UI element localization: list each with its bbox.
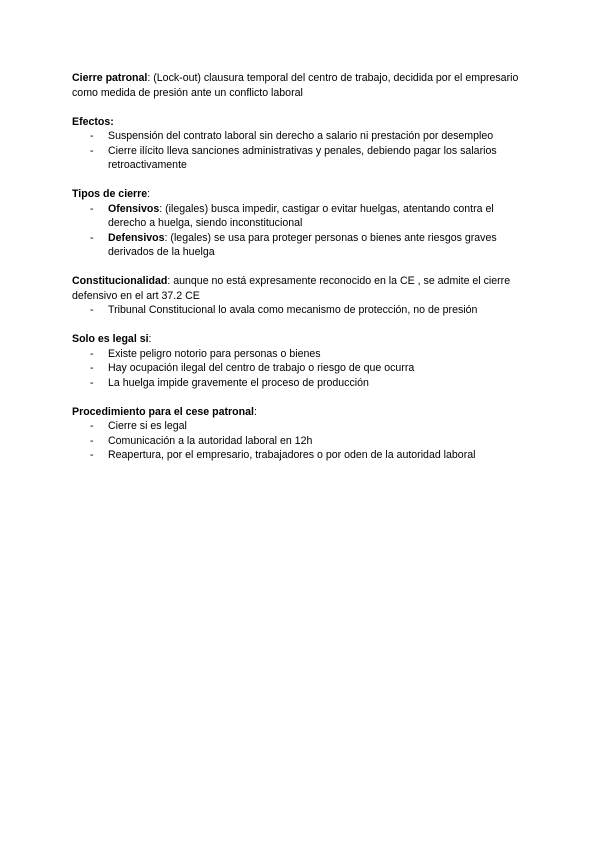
- term-ofensivos: Ofensivos: [108, 202, 160, 215]
- dash-bullet: -: [90, 449, 94, 461]
- list-item-text: (legales) se usa para proteger personas o bienes ante riesgos graves derivados de la huelga: [108, 231, 497, 258]
- dash-bullet: -: [90, 376, 94, 389]
- list-item-text: Cierre ilícito lleva sanciones administrativas y penales, debiendo pagar los salarios retroactivamente: [108, 144, 497, 171]
- list-item: [72, 231, 532, 260]
- list-item-text: Tribunal Constitucional lo avala como mecanismo de protección, no de presión: [108, 304, 478, 316]
- list-item-text: Existe peligro notorio para personas o bienes: [108, 347, 321, 360]
- section-solo-es-legal: [72, 332, 532, 390]
- dash-bullet: -: [90, 304, 94, 316]
- list-item: [72, 361, 532, 376]
- heading-separator: :: [148, 333, 152, 345]
- list-constitucionalidad: [72, 303, 532, 318]
- list-item-text: (ilegales) busca impedir, castigar o evitar huelgas, atentando contra el derecho a huelga, siendo inconstitucional: [108, 202, 494, 229]
- list-item: [72, 144, 532, 173]
- list-procedimiento: [72, 419, 532, 463]
- list-item: [72, 448, 532, 463]
- list-item: [72, 303, 532, 318]
- paragraph-text: aunque no está expresamente reconocido en la CE , se admite el cierre defensivo en el art 37.2 CE: [72, 275, 511, 302]
- list-item: [72, 434, 532, 449]
- list-item: [72, 347, 532, 362]
- term-separator: :: [147, 72, 151, 84]
- heading-solo-es-legal: [72, 332, 532, 347]
- dash-bullet: -: [90, 231, 94, 244]
- term-separator: :: [164, 231, 168, 244]
- list-item-text: Hay ocupación ilegal del centro de trabajo o riesgo de que ocurra: [108, 362, 415, 374]
- heading-tipos-de-cierre: [72, 187, 532, 202]
- dash-bullet: -: [90, 130, 94, 142]
- dash-bullet: -: [90, 144, 94, 157]
- term-cierre-patronal: Cierre patronal: [72, 72, 148, 84]
- list-item-text: La huelga impide gravemente el proceso de producción: [108, 376, 369, 389]
- list-item-text: Suspensión del contrato laboral sin derecho a salario ni prestación por desempleo: [108, 130, 494, 142]
- list-item: [72, 376, 532, 391]
- section-cierre-patronal: [72, 71, 532, 100]
- list-efectos: [72, 129, 532, 173]
- section-procedimiento: [72, 405, 532, 463]
- term-defensivos: Defensivos: [108, 231, 165, 244]
- list-item: [72, 202, 532, 231]
- term-separator: :: [159, 202, 163, 215]
- list-item: [72, 129, 532, 144]
- dash-bullet: -: [90, 362, 94, 374]
- definition-paragraph: [72, 71, 532, 100]
- definition-text: (Lock-out) clausura temporal del centro de trabajo, decidida por el empresario como medida de presión ante un conflicto laboral: [72, 72, 519, 99]
- dash-bullet: -: [90, 420, 94, 432]
- list-tipos: [72, 202, 532, 260]
- heading-efectos: Efectos:: [72, 115, 114, 128]
- heading-procedimiento: [72, 405, 532, 420]
- list-item: [72, 419, 532, 434]
- term-separator: :: [167, 275, 171, 287]
- section-tipos-de-cierre: [72, 187, 532, 260]
- heading-separator: :: [253, 405, 257, 418]
- list-item-text: Reapertura, por el empresario, trabajadores o por oden de la autoridad laboral: [108, 449, 476, 461]
- list-item-text: Comunicación a la autoridad laboral en 12h: [108, 434, 313, 447]
- term-constitucionalidad: Constitucionalidad: [72, 275, 168, 287]
- constitucionalidad-paragraph: [72, 274, 532, 303]
- section-efectos: [72, 115, 532, 173]
- heading-text: Procedimiento para el cese patronal: [72, 405, 254, 418]
- dash-bullet: -: [90, 202, 94, 215]
- heading-separator: :: [147, 188, 151, 200]
- list-item-text: Cierre si es legal: [108, 420, 187, 432]
- heading-text: Solo es legal si: [72, 333, 149, 345]
- document-content: [72, 71, 532, 477]
- dash-bullet: -: [90, 434, 94, 447]
- heading-text: Tipos de cierre: [72, 188, 148, 200]
- list-solo-es-legal: [72, 347, 532, 391]
- dash-bullet: -: [90, 347, 94, 360]
- section-constitucionalidad: [72, 274, 532, 318]
